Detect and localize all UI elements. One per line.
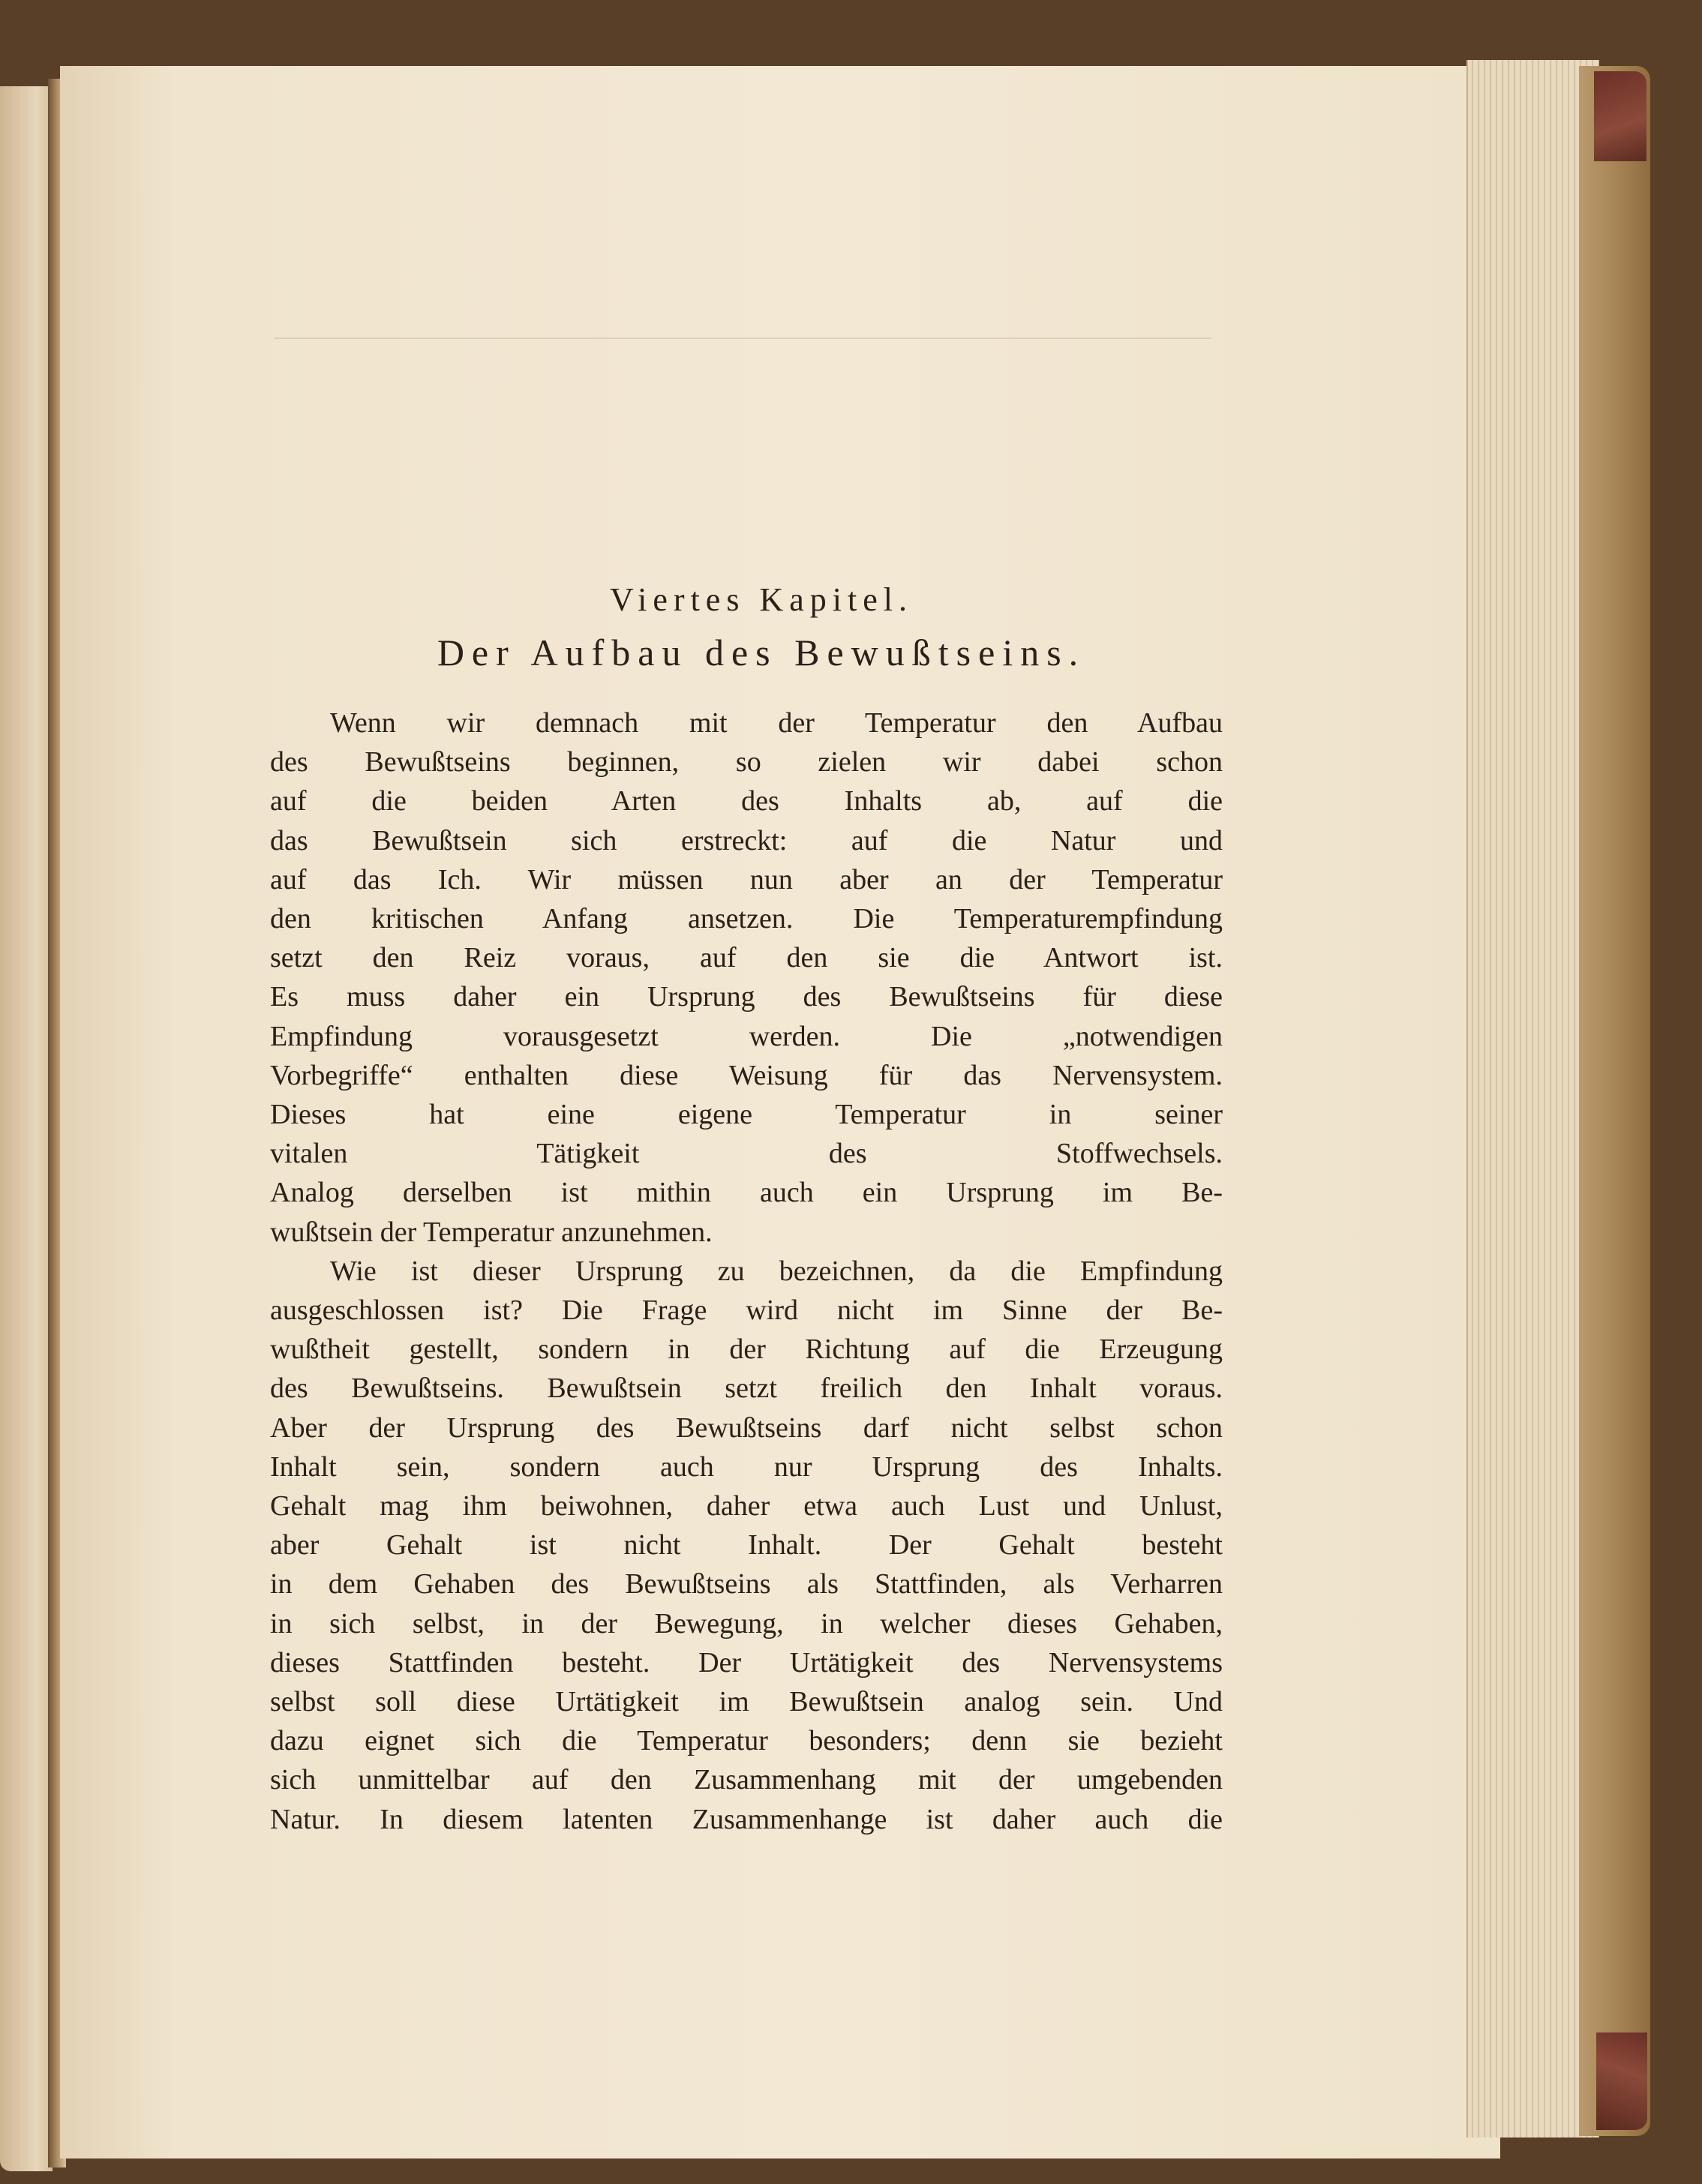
text-line: auf die beiden Arten des Inhalts ab, auf die <box>270 785 1223 818</box>
text-line: das Bewußtsein sich erstreckt: auf die Natur und <box>270 824 1223 856</box>
chapter-label: Viertes Kapitel. <box>610 581 913 618</box>
text-line: in dem Gehaben des Bewußtseins als Stattfinden, als Verharren <box>270 1568 1223 1600</box>
paragraph-2 <box>270 1252 1223 1839</box>
text-line: Empfindung vorausgesetzt werden. Die „notwendigen <box>270 1020 1223 1052</box>
text-line: wußtheit gestellt, sondern in der Richtung auf die Erzeugung <box>270 1334 1223 1366</box>
text-line: selbst soll diese Urtätigkeit im Bewußtsein analog sein. Und <box>270 1686 1223 1718</box>
text-line: Natur. In diesem latenten Zusammenhange ist daher auch die <box>270 1803 1223 1835</box>
text-line: des Bewußtseins beginnen, so zielen wir dabei schon <box>270 746 1223 778</box>
text-line: in sich selbst, in der Bewegung, in welcher dieses Gehaben, <box>270 1607 1223 1640</box>
text-line: aber Gehalt ist nicht Inhalt. Der Gehalt besteht <box>270 1529 1223 1562</box>
cover-corner-top <box>1594 71 1646 161</box>
text-line: Es muss daher ein Ursprung des Bewußtseins für diese <box>270 981 1223 1013</box>
text-line: ausgeschlossen ist? Die Frage wird nicht im Sinne der Be- <box>270 1294 1223 1327</box>
text-line: auf das Ich. Wir müssen nun aber an der Temperatur <box>270 863 1223 896</box>
book-cover-edge <box>1579 66 1650 2136</box>
text-line: Wie ist dieser Ursprung zu bezeichnen, da die Empfindung <box>330 1255 1223 1287</box>
paragraph-1 <box>270 704 1223 1252</box>
text-line: Analog derselben ist mithin auch ein Ursprung im Be- <box>270 1177 1223 1209</box>
text-line: Wenn wir demnach mit der Temperatur den Aufbau <box>330 707 1223 739</box>
text-line: setzt den Reiz voraus, auf den sie die Antwort ist. <box>270 942 1223 974</box>
text-line: Aber der Ursprung des Bewußtseins darf nicht selbst schon <box>270 1412 1223 1444</box>
text-line: vitalen Tätigkeit des Stoffwechsels. <box>270 1138 1223 1170</box>
text-block <box>270 576 1223 1839</box>
text-line: sich unmittelbar auf den Zusammenhang mit der umgebenden <box>270 1764 1223 1796</box>
text-line: den kritischen Anfang ansetzen. Die Temperaturempfindung <box>270 903 1223 935</box>
chapter-title: Der Aufbau des Bewußtseins. <box>437 632 1086 674</box>
text-line: Inhalt sein, sondern auch nur Ursprung des Inhalts. <box>270 1450 1223 1483</box>
text-line: des Bewußtseins. Bewußtsein setzt freilich den Inhalt voraus. <box>270 1372 1223 1405</box>
cover-corner-bottom <box>1596 2032 1647 2130</box>
text-line: wußtsein der Temperatur anzunehmen. <box>270 1216 713 1248</box>
text-line: Vorbegriffe“ enthalten diese Weisung für das Nervensystem. <box>270 1059 1223 1091</box>
text-line: dazu eignet sich die Temperatur besonders; denn sie bezieht <box>270 1725 1223 1757</box>
text-line: dieses Stattfinden besteht. Der Urtätigkeit des Nervensystems <box>270 1646 1223 1678</box>
text-line: Dieses hat eine eigene Temperatur in seiner <box>270 1099 1223 1131</box>
left-page-edge <box>0 86 53 2171</box>
text-line: Gehalt mag ihm beiwohnen, daher etwa auch Lust und Unlust, <box>270 1490 1223 1522</box>
